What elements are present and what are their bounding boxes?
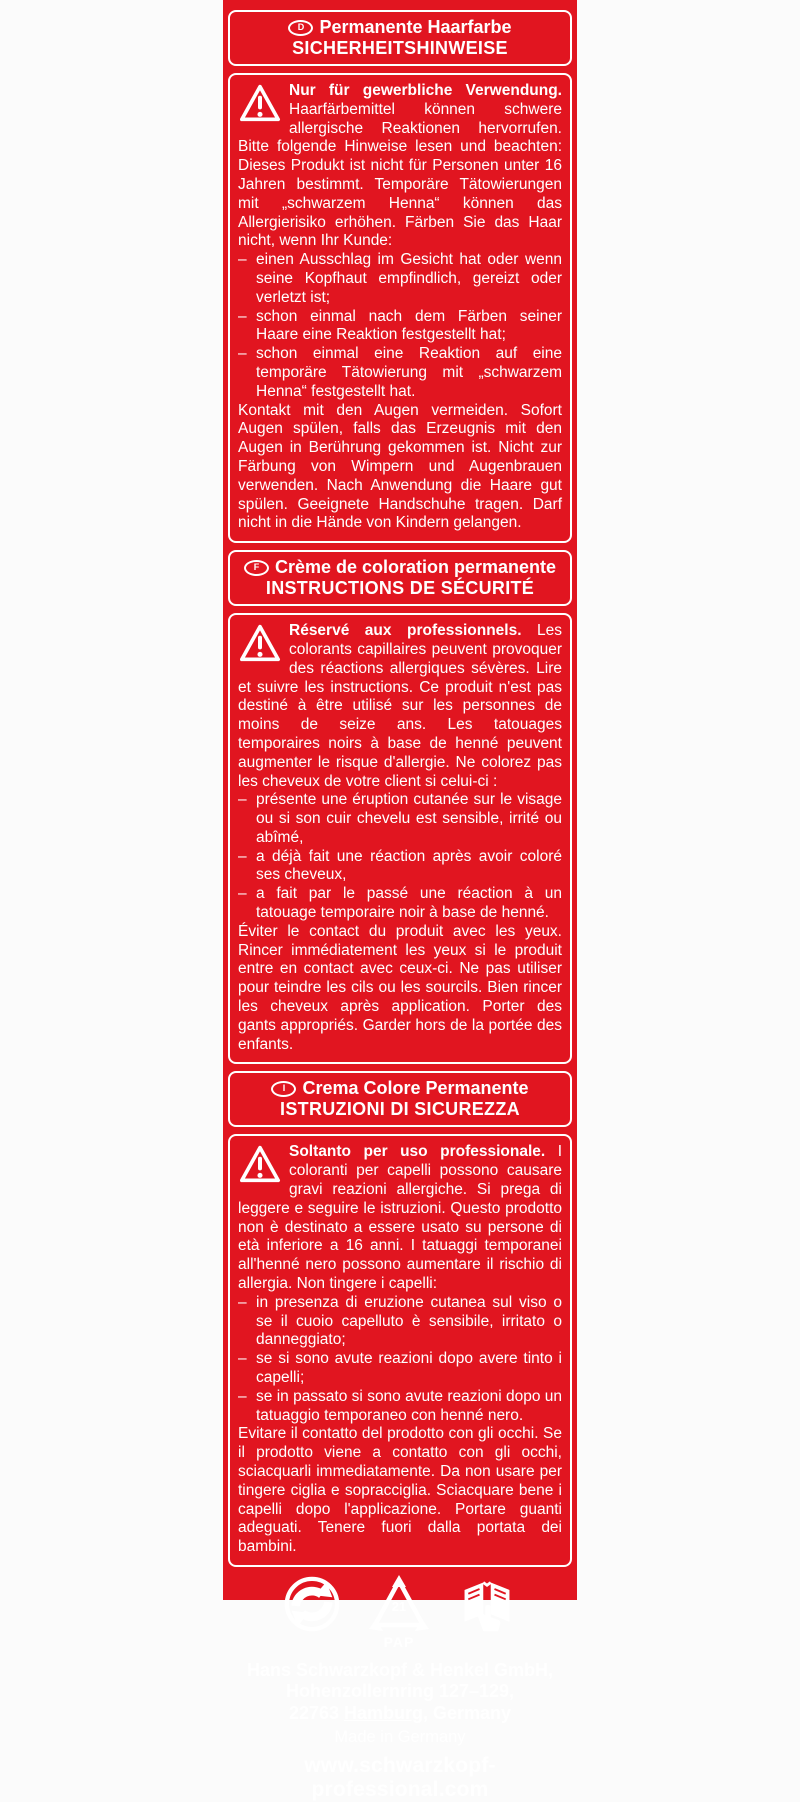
section-body-german [228,73,572,543]
closing-paragraph: Éviter le contact du produit avec les yeux. Rincer immédiatement les yeux si le produit entre en contact avec ceux-ci. Ne pas utiliser pour teindre les cils ou les sourcils. Bien rincer les cheveux après application. Porter des gants appropriés. Garder hors de la portée des enfants. [238,922,562,1053]
list-item [238,308,562,346]
section-title: Crema Colore Permanente [302,1078,529,1099]
warning-triangle-icon [238,1144,282,1184]
city-underlined: Hamburg [344,1702,424,1723]
manufacturer-address [223,1660,577,1725]
closing-paragraph: Evitare il contatto del prodotto con gli occhi. Se il prodotto viene a contatto con gli occhi, sciacquarli immediatamente. Da non usare per tingere ciglia e sopracciglia. Sciacquare bene i capelli dopo l'applicazione. Portare guanti adeguati. Tenere fuori dalla portata dei bambini. [238,1425,562,1556]
warning-triangle-icon [238,83,282,123]
section-header-italian [228,1071,572,1127]
recycling-triangle-icon [367,1575,431,1633]
website-url: www.schwarzkopf-professional.com [304,1754,496,1802]
list-item [238,1350,562,1388]
lead-sentence: Réservé aux professionnels. [289,622,537,640]
recycling-material-code: PAP [383,1633,415,1650]
dash-marker: – [238,1350,247,1368]
section-title-row [234,557,566,578]
dash-marker: – [238,791,247,809]
list-item-text: schon einmal nach dem Färben seiner Haare eine Reaktion festgestellt hat; [256,307,562,344]
dash-marker: – [238,345,247,363]
closing-paragraph: Kontakt mit den Augen vermeiden. Sofort Augen spülen, falls das Erzeugnis mit den Augen in Berührung gekommen ist. Nicht zur Färbung von Wimpern und Augenbrauen verwenden. Nach Anwendung die Haare gut spülen. Geeignete Handschuhe tragen. Darf nicht in die Hände von Kindern gelangen. [238,401,562,532]
intro-text: Les colorants capillaires peuvent provoquer des réactions allergiques sévères. Lire et suivre les instructions. Ce produit n'est pas destiné à être utilisé sur les personnes de moins de seize ans. Les tatouages temporaires noirs à base de henné peuvent augmenter le risque d'allergie. Ne colorez pas les cheveux de votre client si celui-ci : [238,622,562,790]
section-header-german [228,10,572,66]
section-subtitle: ISTRUZIONI DI SICUREZZA [280,1099,520,1120]
list-item [238,251,562,307]
dash-marker: – [238,847,247,865]
list-item-text: einen Ausschlag im Gesicht hat oder wenn seine Kopfhaut empfindlich, gereizt oder verletzt ist; [256,251,562,306]
section-subtitle: INSTRUCTIONS DE SÉCURITÉ [265,578,535,599]
list-item [238,1388,562,1426]
list-item [238,885,562,923]
lead-sentence: Soltanto per uso professionale. [289,1143,558,1161]
section-title: Permanente Haarfarbe [319,17,512,37]
made-in-label: Made in Germany [334,1728,466,1747]
section-subtitle: SICHERHEITSHINWEISE [292,38,508,58]
dash-marker: – [238,1387,247,1405]
language-oval-d-icon: D [288,20,313,36]
list-item-text: présente une éruption cutanée sur le visage ou si son cuir chevelu est sensible, irrité ou abîmé, [256,791,562,846]
language-oval-f-icon: F [244,560,269,576]
warning-paragraph [238,622,562,791]
footer [223,1575,577,1802]
dash-marker: – [238,307,247,325]
address-line-3: 22763 Hamburg, Germany [288,1702,512,1723]
lead-sentence: Nur für gewerbliche Verwendung. [289,82,562,99]
read-leaflet-icon [457,1575,517,1633]
section-title-row [234,1078,566,1099]
list-item-text: se in passato si sono avute reazioni dopo un tatuaggio temporaneo con henné nero. [256,1387,562,1424]
recycling-number: 21 [391,1598,407,1614]
warning-paragraph [238,82,562,251]
list-item-text: a fait par le passé une réaction à un tatouage temporaire noir à base de henné. [256,885,562,922]
warning-triangle-icon [238,623,282,663]
list-item [238,791,562,847]
dash-marker: – [238,1293,247,1311]
list-item [238,1294,562,1350]
section-title-row [234,17,566,38]
list-item-text: se si sono avute reazioni dopo avere tinto i capelli; [256,1350,562,1387]
list-item [238,345,562,401]
list-item-text: in presenza di eruzione cutanea sul viso o se il cuoio capelluto è sensibile, irritato o danneggiato; [256,1293,562,1349]
section-header-french [228,550,572,606]
packaging-icons-row [223,1575,577,1650]
list-item [238,848,562,886]
address-line-2: Hohenzollernring 127–129, [285,1681,515,1702]
red-package-panel [223,0,577,1802]
section-body-french [228,613,572,1064]
intro-text: Haarfärbemittel können schwere allergische Reaktionen hervorrufen. Bitte folgende Hinweise lesen und beachten: Dieses Produkt ist nicht für Personen unter 16 Jahren bestimmt. Temporäre Tätowierungen mit „schwarzem Henna“ können das Allergierisiko erhöhen. Färben Sie das Haar nicht, wenn Ihr Kunde: [238,100,562,250]
intro-text: I coloranti per capelli possono causare gravi reazioni allergiche. Si prega di leggere e seguire le istruzioni. Questo prodotto non è destinato a essere usato su persone di età inferiore a 16 anni. I tatuaggi temporanei all'henné nero possono aumentare il rischio di allergia. Non tingere i capelli: [238,1143,562,1293]
dash-marker: – [238,885,247,903]
warning-paragraph [238,1143,562,1293]
recycling-code-block [367,1575,431,1650]
dash-marker: – [238,251,247,269]
section-body-italian [228,1134,572,1567]
list-item-text: a déjà fait une réaction après avoir coloré ses cheveux, [256,847,562,884]
green-dot-recycling-icon [283,1575,341,1633]
section-title: Crème de coloration permanente [274,557,557,578]
list-item-text: schon einmal eine Reaktion auf eine temporäre Tätowierung mit „schwarzem Henna“ festgestellt hat. [256,345,562,400]
address-line-1: Hans Schwarzkopf & Henkel GmbH, [246,1659,554,1680]
language-oval-i-icon: I [271,1081,296,1097]
